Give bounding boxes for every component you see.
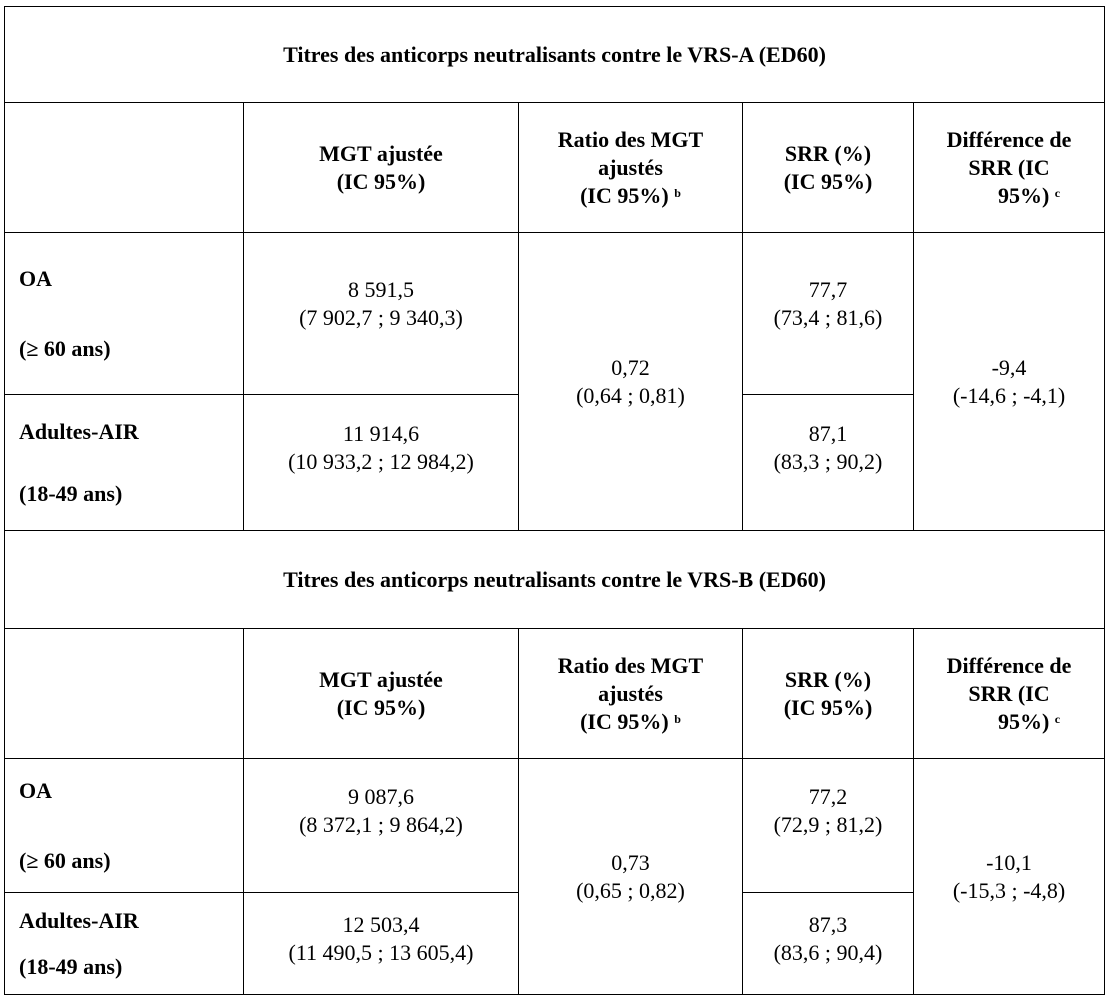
cell-mgt-oa: 8 591,5 (7 902,7 ; 9 340,3)	[244, 233, 519, 395]
header-diff: Différence de SRR (IC 95%) $^c$	[914, 629, 1105, 759]
cell-ratio: 0,73 (0,65 ; 0,82)	[519, 759, 743, 995]
cell-mgt-adults: 11 914,6 (10 933,2 ; 12 984,2)	[244, 395, 519, 531]
header-ratio: Ratio des MGT ajustés (IC 95%) $^b$	[519, 629, 743, 759]
footnote-b: b	[674, 711, 681, 726]
results-table	[4, 6, 1105, 995]
cell-srr-oa: 77,7 (73,4 ; 81,6)	[743, 233, 914, 395]
row-label-adults: Adultes-AIR (18-49 ans)	[5, 395, 244, 531]
cell-diff: -9,4 (-14,6 ; -4,1)	[914, 233, 1105, 531]
cell-srr-adults: 87,1 (83,3 ; 90,2)	[743, 395, 914, 531]
empty-header-cell	[5, 629, 244, 759]
header-srr: SRR (%) (IC 95%)	[743, 103, 914, 233]
cell-srr-adults: 87,3 (83,6 ; 90,4)	[743, 893, 914, 995]
section-a-title: Titres des anticorps neutralisants contre le VRS-A (ED60)	[5, 7, 1105, 103]
header-mgt: MGT ajustée (IC 95%)	[244, 103, 519, 233]
header-srr: SRR (%) (IC 95%)	[743, 629, 914, 759]
footnote-b: b	[674, 185, 681, 200]
row-label-oa: OA (≥ 60 ans)	[5, 233, 244, 395]
row-label-oa: OA (≥ 60 ans)	[5, 759, 244, 893]
cell-mgt-oa: 9 087,6 (8 372,1 ; 9 864,2)	[244, 759, 519, 893]
empty-header-cell	[5, 103, 244, 233]
section-b-title: Titres des anticorps neutralisants contre le VRS-B (ED60)	[5, 531, 1105, 629]
header-mgt: MGT ajustée (IC 95%)	[244, 629, 519, 759]
footnote-c: c	[1054, 185, 1061, 200]
footnote-c: c	[1054, 711, 1061, 726]
cell-srr-oa: 77,2 (72,9 ; 81,2)	[743, 759, 914, 893]
header-ratio: Ratio des MGT ajustés (IC 95%) $^b$	[519, 103, 743, 233]
cell-diff: -10,1 (-15,3 ; -4,8)	[914, 759, 1105, 995]
header-diff: Différence de SRR (IC 95%) $^c$	[914, 103, 1105, 233]
row-label-adults: Adultes-AIR (18-49 ans)	[5, 893, 244, 995]
cell-ratio: 0,72 (0,64 ; 0,81)	[519, 233, 743, 531]
cell-mgt-adults: 12 503,4 (11 490,5 ; 13 605,4)	[244, 893, 519, 995]
